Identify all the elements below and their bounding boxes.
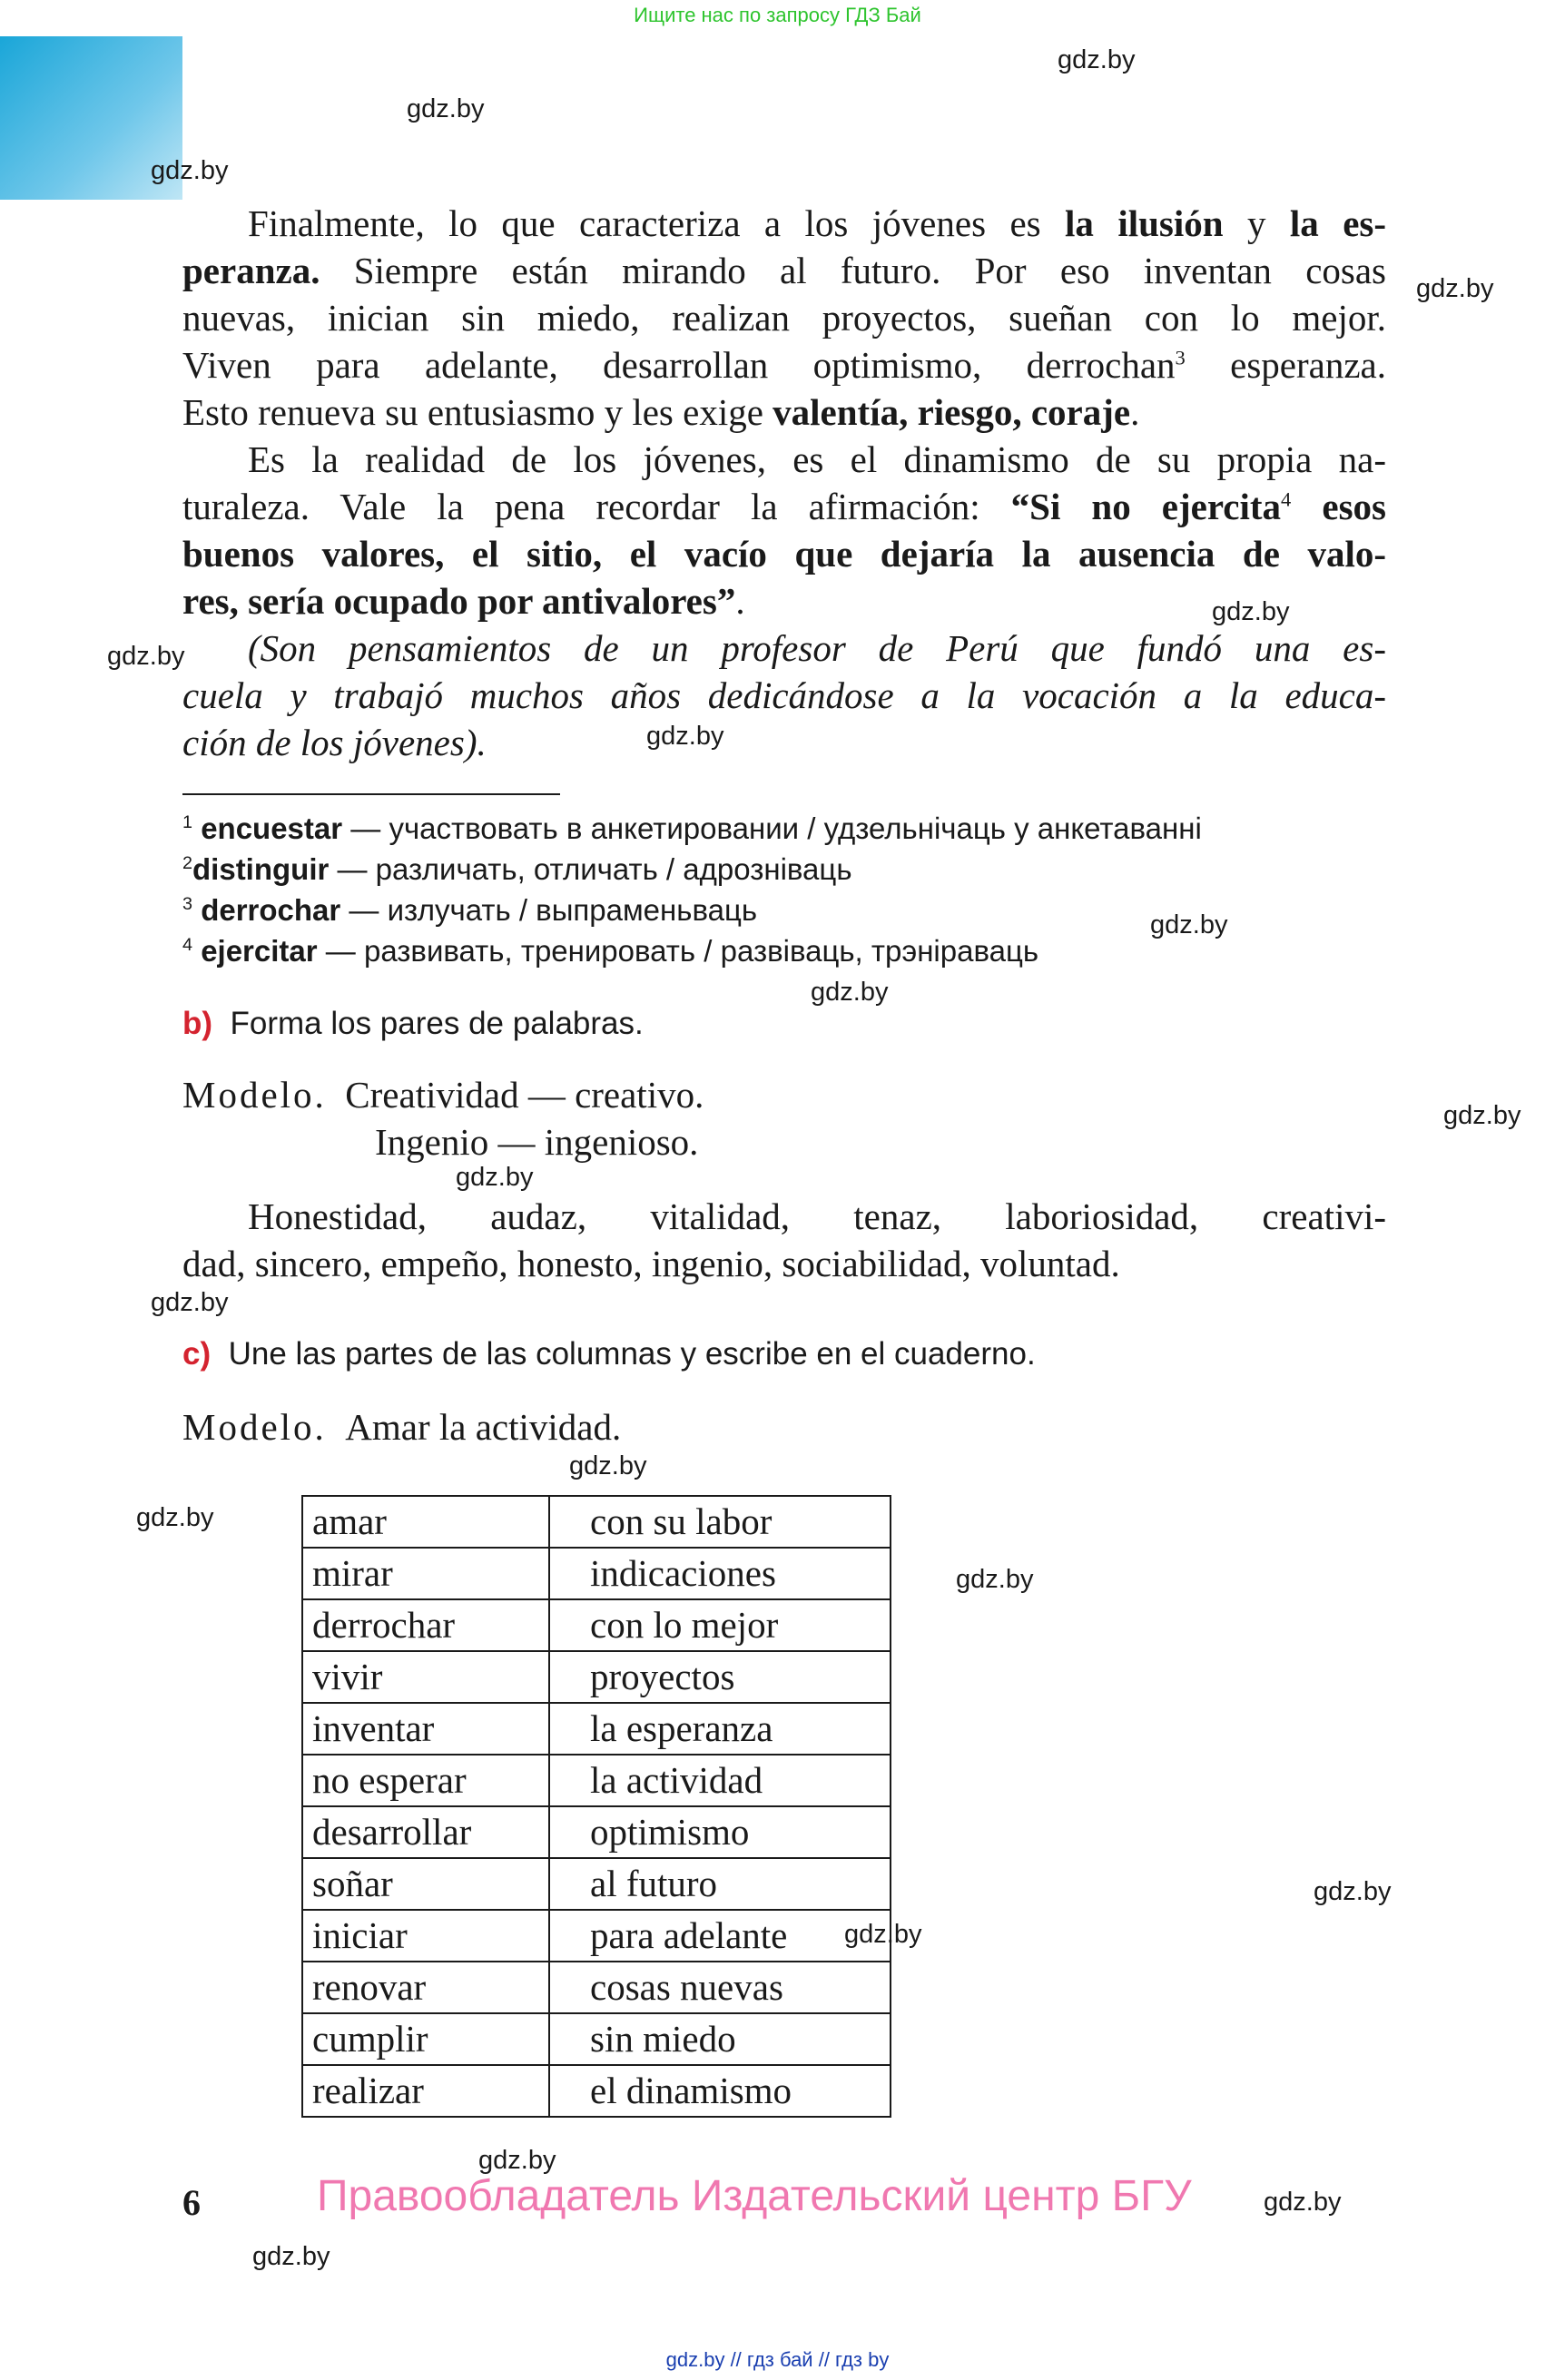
verb-cell: renovar [302, 1962, 549, 2013]
task-c-instruction: Une las partes de las columnas y escribe en el cuaderno. [228, 1336, 1036, 1372]
text-line: Honestidad, audaz, vitalidad, tenaz, laboriosidad, creativi- [248, 1195, 1386, 1237]
watermark: gdz.by [478, 2146, 556, 2175]
table-row [302, 1755, 891, 1806]
text-line: nuevas, inician sin miedo, realizan proyectos, sueñan con lo mejor. [182, 297, 1386, 339]
watermark: gdz.by [151, 1288, 229, 1317]
watermark: gdz.by [956, 1565, 1034, 1594]
copyright-holder: Правообладатель Издательский центр БГУ [317, 2172, 1192, 2220]
table-row [302, 1496, 891, 1548]
complement-cell: con lo mejor [549, 1599, 891, 1651]
table-row [302, 1548, 891, 1599]
text-line: cuela y trabajó muchos años dedicándose a la vocación a la educa- [182, 674, 1386, 716]
table-row [302, 1962, 891, 2013]
text-line: peranza. Siempre están mirando al futuro. Por eso inventan cosas [182, 250, 1386, 291]
modelo-label: Modelo. [182, 1074, 327, 1116]
text-line: turaleza. Vale la pena recordar la afirmación: “Si no ejercita$^4$ esos [182, 486, 1387, 527]
complement-cell: indicaciones [549, 1548, 891, 1599]
modelo-example: Creatividad — creativo. [345, 1074, 704, 1116]
watermark: gdz.by [136, 1503, 214, 1532]
complement-cell: la actividad [549, 1755, 891, 1806]
task-b-modelo [182, 1071, 704, 1118]
watermark: gdz.by [1264, 2188, 1342, 2217]
table-row [302, 2065, 891, 2117]
text-line: buenos valores, el sitio, el vacío que dejaría la ausencia de valo- [182, 533, 1386, 575]
watermark: gdz.by [1443, 1101, 1521, 1130]
complement-cell: al futuro [549, 1858, 891, 1910]
complement-cell: la esperanza [549, 1703, 891, 1755]
paragraph-realidad [182, 436, 1386, 625]
watermark: gdz.by [1212, 597, 1290, 626]
paragraph-source-note [182, 625, 1386, 766]
watermark: gdz.by [407, 94, 485, 123]
watermark: gdz.by [1416, 274, 1494, 303]
text-line: Es la realidad de los jóvenes, es el dinamismo de su propia na- [248, 438, 1386, 480]
table-row [302, 1599, 891, 1651]
modelo-example: Amar la actividad. [345, 1406, 622, 1448]
verb-cell: amar [302, 1496, 549, 1548]
watermark: gdz.by [569, 1451, 647, 1480]
table-row [302, 1806, 891, 1858]
verb-cell: realizar [302, 2065, 549, 2117]
verb-cell: iniciar [302, 1910, 549, 1962]
task-b-instruction: Forma los pares de palabras. [230, 1006, 644, 1041]
text-line: Esto renueva su entusiasmo y les exige valentía, riesgo, coraje. [182, 391, 1140, 433]
table-row [302, 2013, 891, 2065]
footnote: $^2$distinguir — различать, отличать / адрозніваць [182, 852, 852, 886]
footnote-divider [182, 793, 560, 795]
verb-cell: soñar [302, 1858, 549, 1910]
task-b-letter: b) [182, 1006, 213, 1041]
task-b-heading [182, 1006, 644, 1042]
text-line: Viven para adelante, desarrollan optimismo, derrochan$^3$ esperanza. [182, 344, 1386, 386]
verb-cell: desarrollar [302, 1806, 549, 1858]
verb-cell: mirar [302, 1548, 549, 1599]
verb-cell: cumplir [302, 2013, 549, 2065]
table-row [302, 1703, 891, 1755]
table-row [302, 1651, 891, 1703]
verb-cell: derrochar [302, 1599, 549, 1651]
complement-cell: proyectos [549, 1651, 891, 1703]
task-c-letter: c) [182, 1336, 212, 1372]
watermark: gdz.by [151, 156, 229, 185]
watermark: gdz.by [252, 2242, 330, 2271]
matching-columns-table [301, 1495, 891, 2118]
complement-cell: sin miedo [549, 2013, 891, 2065]
top-search-link[interactable]: Ищите нас по запросу ГДЗ Бай [634, 4, 921, 26]
watermark: gdz.by [1058, 45, 1136, 74]
complement-cell: con su labor [549, 1496, 891, 1548]
verb-cell: no esperar [302, 1755, 549, 1806]
task-b-word-list [182, 1193, 1386, 1287]
paragraph-ilusion [182, 200, 1386, 436]
complement-cell: optimismo [549, 1806, 891, 1858]
footnote: $^1$ encuestar — участвовать в анкетировании / удзельнічаць у анкетаванні [182, 811, 1202, 845]
watermark: gdz.by [1314, 1877, 1392, 1906]
watermark: gdz.by [1150, 910, 1228, 939]
table-row [302, 1910, 891, 1962]
bottom-links[interactable]: gdz.by // гдз бай // гдз by [665, 2348, 890, 2371]
watermark: gdz.by [811, 978, 889, 1007]
task-c-modelo [182, 1403, 621, 1451]
text-line: res, sería ocupado por antivalores”. [182, 580, 745, 622]
task-b-modelo-line2: Ingenio — ingenioso. [375, 1121, 699, 1163]
complement-cell: cosas nuevas [549, 1962, 891, 2013]
task-c-heading [182, 1336, 1036, 1372]
watermark: gdz.by [646, 722, 724, 751]
verb-cell: inventar [302, 1703, 549, 1755]
watermark: gdz.by [844, 1920, 922, 1949]
text-line: (Son pensamientos de un profesor de Perú que fundó una es- [248, 627, 1386, 669]
complement-cell: para adelante [549, 1910, 891, 1962]
watermark: gdz.by [456, 1163, 534, 1192]
page-number: 6 [182, 2182, 201, 2223]
text-line: Finalmente, lo que caracteriza a los jóvenes es la ilusión y la es- [248, 202, 1387, 244]
verb-cell: vivir [302, 1651, 549, 1703]
footnote: $^3$ derrochar — излучать / выпраменьваць [182, 893, 758, 927]
table-row [302, 1858, 891, 1910]
modelo-label: Modelo. [182, 1406, 327, 1448]
footnote: $^4$ ejercitar — развивать, тренировать / развіваць, трэніраваць [182, 934, 1039, 968]
watermark: gdz.by [107, 642, 185, 671]
complement-cell: el dinamismo [549, 2065, 891, 2117]
text-line: ción de los jóvenes). [182, 722, 487, 763]
text-line: dad, sincero, empeño, honesto, ingenio, sociabilidad, voluntad. [182, 1243, 1120, 1284]
